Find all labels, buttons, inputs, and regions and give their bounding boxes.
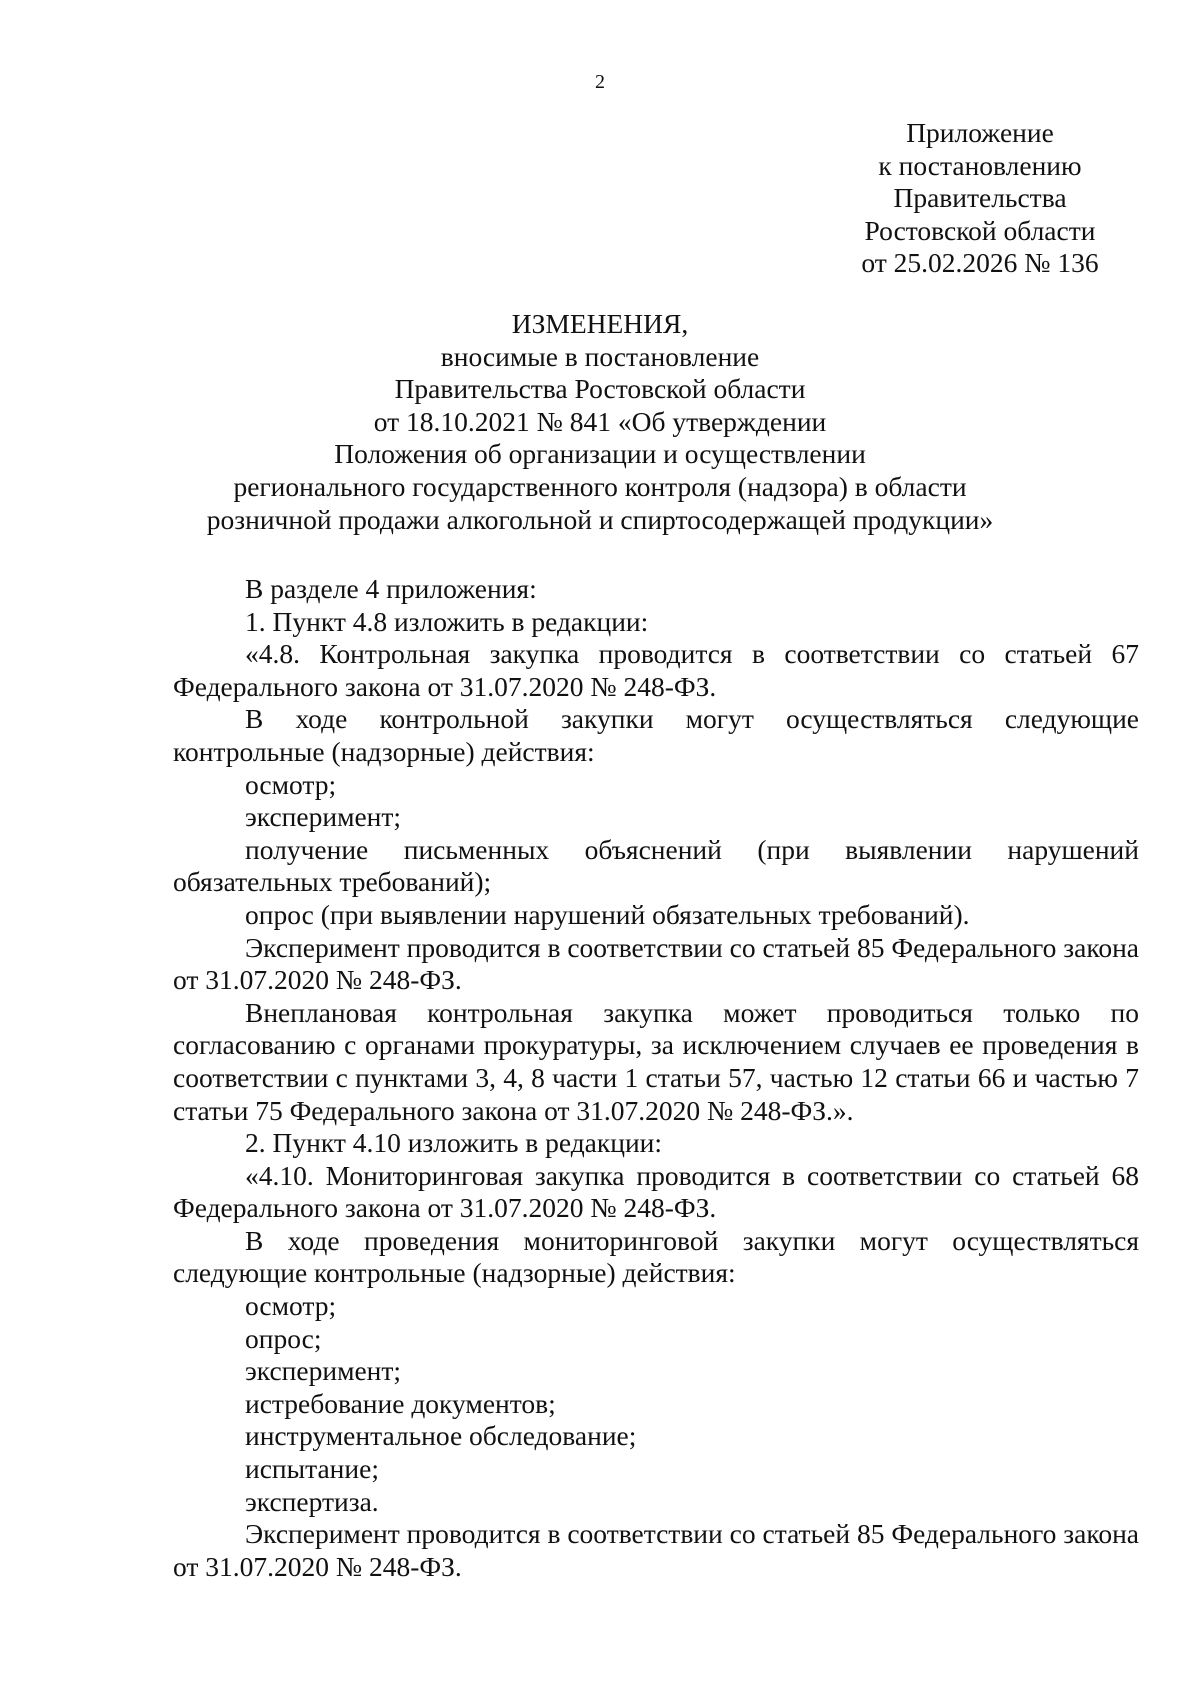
body-paragraph: инструментальное обследование; [245,1420,637,1452]
body-paragraph: В ходе контрольной закупки могут осуществляться следующие контрольные (надзорные) действия: [173,703,1139,767]
title-line: Положения об организации и осуществлении [334,438,866,470]
title-line: регионального государственного контроля (надзора) в области [233,470,967,502]
body-paragraph: В разделе 4 приложения: [245,573,537,604]
body-paragraph: Внеплановая контрольная закупка может проводиться только по согласованию с органами прокуратуры, за исключением случаев ее проведения в соответствии с пунктами 3, 4, 8 части 1 статьи 57, частью 12 статьи 66 и частью 7 статьи 75 Федерального закона от 31.07.2020 № 248-ФЗ.». [173,996,1139,1126]
appendix-line: Ростовской области [864,214,1096,246]
body-paragraph: опрос (при выявлении нарушений обязательных требований). [245,898,970,930]
title-line: вносимые в постановление [440,340,760,372]
body-paragraph: испытание; [245,1453,379,1485]
body-paragraph: опрос; [245,1322,322,1354]
body-paragraph: эксперимент; [245,801,402,833]
document-title [160,308,1040,536]
body-paragraph: осмотр; [245,1290,337,1322]
appendix-line: Приложение [906,117,1054,148]
body-paragraph: «4.8. Контрольная закупка проводится в соответствии со статьей 67 Федерального закона от 31.07.2020 № 248-ФЗ. [173,638,1139,702]
title-line: от 18.10.2021 № 841 «Об утверждении [373,405,827,437]
appendix-block [840,117,1120,280]
appendix-line: от 25.02.2026 № 136 [861,247,1099,278]
title-line: розничной продажи алкогольной и спиртосодержащей продукции» [206,503,994,535]
body-paragraph: получение письменных объяснений (при выявлении нарушений обязательных требований); [173,833,1139,898]
body-paragraph: В ходе проведения мониторинговой закупки могут осуществляться следующие контрольные (надзорные) действия: [173,1224,1139,1289]
title-heading: ИЗМЕНЕНИЯ, [511,308,689,339]
appendix-line: Правительства [893,182,1067,213]
document-body [173,573,1139,1583]
body-paragraph: 1. Пункт 4.8 изложить в редакции: [245,605,649,637]
appendix-line: к постановлению [878,149,1082,181]
page-number: 2 [595,71,605,93]
body-paragraph: экспертиза. [245,1485,379,1517]
body-paragraph: 2. Пункт 4.10 изложить в редакции: [245,1127,663,1159]
body-paragraph: эксперимент; [245,1355,402,1387]
body-paragraph: истребование документов; [245,1387,556,1419]
body-paragraph: осмотр; [245,768,337,800]
body-paragraph: Эксперимент проводится в соответствии со статьей 85 Федерального закона от 31.07.2020 № 248-ФЗ. [173,1518,1139,1582]
body-paragraph: «4.10. Мониторинговая закупка проводится в соответствии со статьей 68 Федерального закона от 31.07.2020 № 248-ФЗ. [173,1159,1139,1224]
body-paragraph: Эксперимент проводится в соответствии со статьей 85 Федерального закона от 31.07.2020 № 248-ФЗ. [173,931,1139,996]
title-line: Правительства Ростовской области [394,373,806,405]
